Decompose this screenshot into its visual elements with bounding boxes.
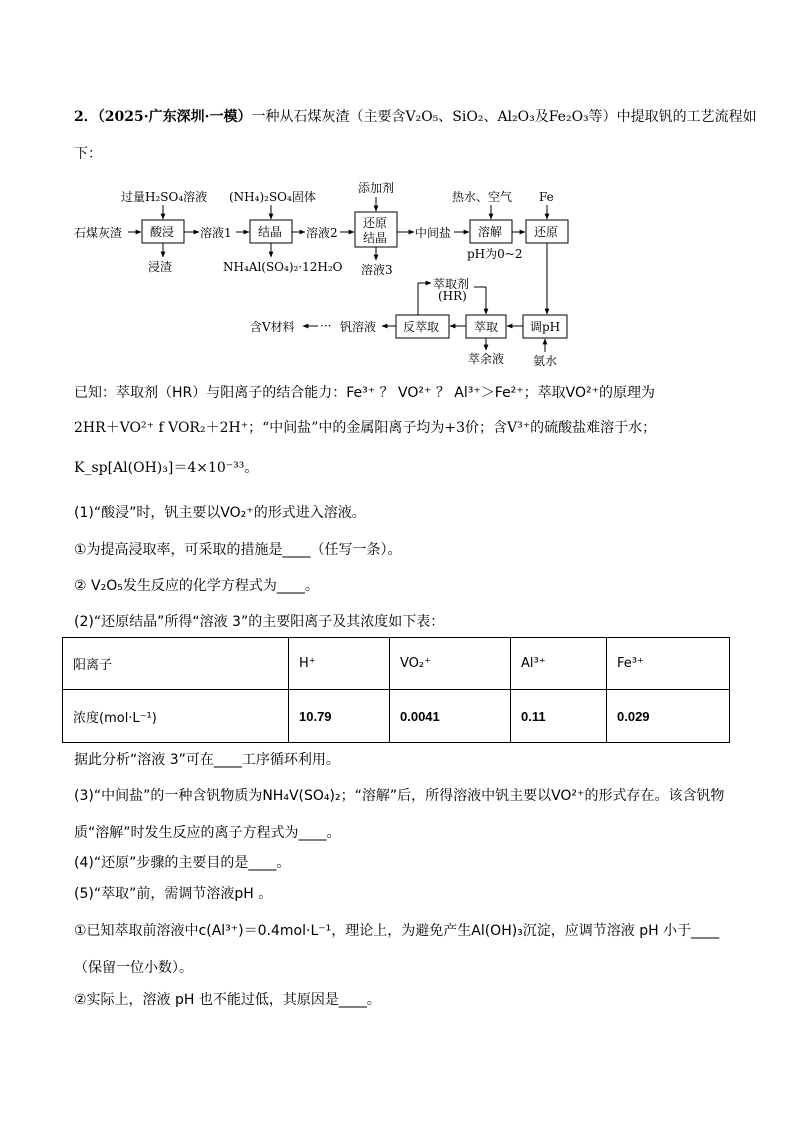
flow-solution2: 溶液2 (306, 226, 338, 240)
flow-cryst-reagent: (NH₄)₂SO₄固体 (229, 190, 316, 204)
flow-extract: 萃取 (474, 320, 499, 334)
table-cell: 0.029 (607, 690, 730, 743)
flow-extractant-line2: (HR) (438, 289, 467, 303)
flow-dissolve-ph: pH为0~2 (467, 247, 523, 261)
part4-line: (4)“还原”步骤的主要目的是____。 (74, 855, 291, 871)
table-header-cell: Fe³⁺ (607, 638, 730, 690)
part1-q1: ①为提高浸取率，可采取的措施是____（任写一条）。 (74, 542, 402, 558)
table-header-cell: 阳离子 (63, 638, 289, 690)
flow-intermediate-salt: 中间盐 (415, 226, 452, 240)
flow-cryst-byproduct: NH₄Al(SO₄)₂·12H₂O (223, 260, 343, 274)
part5-q1: ①已知萃取前溶液中c(Al³⁺)＝0.4mol·L⁻¹，理论上，为避免产生Al(OH)₃沉淀，应调节溶液 pH 小于____ (74, 923, 720, 939)
part5-q1-note: （保留一位小数）。 (74, 960, 193, 976)
flow-fe: Fe (539, 190, 554, 204)
flow-v-material: 含V材料 (250, 320, 295, 334)
flow-feed: 石煤灰渣 (74, 226, 123, 240)
flow-reduce-cryst-line1: 还原 (363, 216, 388, 230)
part3-line2: 质“溶解”时发生反应的离子方程式为____。 (74, 825, 341, 841)
flow-acid-leach: 酸浸 (150, 225, 175, 239)
part5-title: (5)“萃取”前，需调节溶液pH 。 (74, 886, 273, 902)
known-line2: 2HR＋VO²⁺ f VOR₂＋2H⁺；“中间盐”中的金属阳离子均为+3价；含V³⁺的硫酸盐难溶于水； (74, 420, 657, 436)
table-cell: 10.79 (289, 690, 390, 743)
table-cell: 0.0041 (390, 690, 511, 743)
part2-title: (2)“还原结晶”所得“溶液 3”的主要阳离子及其浓度如下表： (74, 614, 445, 630)
ion-concentration-table (62, 637, 730, 743)
part3-line1: (3)“中间盐”的一种含钒物质为NH₄V(SO₄)₂；“溶解”后，所得溶液中钒主要以VO²⁺的形式存在。该含钒物 (74, 788, 725, 804)
flow-reduce-cryst-line2: 结晶 (363, 231, 388, 245)
flow-extractant-line1: 萃取剂 (433, 277, 470, 291)
table-header-row (63, 638, 730, 690)
part2-after: 据此分析“溶液 3”可在____工序循环利用。 (74, 752, 340, 768)
flow-acid-reagent: 过量H₂SO₄溶液 (121, 190, 208, 204)
flow-leach-residue: 浸渣 (148, 260, 173, 274)
question-stem-line2: 下： (74, 146, 102, 162)
question-stem-text: 一种从石煤灰渣（主要含V₂O₅、SiO₂、Al₂O₃及Fe₂O₃等）中提取钒的工艺流程如 (251, 109, 757, 125)
flow-additive: 添加剂 (358, 181, 395, 195)
question-number: 2． (74, 109, 98, 125)
flow-dots: ··· (320, 319, 332, 333)
flow-vanadium-solution: 钒溶液 (340, 320, 377, 334)
flow-dissolve: 溶解 (478, 225, 503, 239)
question-source: （2025·广东深圳·一模） (97, 109, 252, 125)
table-header-cell: VO₂⁺ (390, 638, 511, 690)
table-cell: 浓度(mol·L⁻¹) (63, 690, 289, 743)
flow-reduce: 还原 (534, 225, 559, 239)
table-header-cell: H⁺ (289, 638, 390, 690)
flow-solution1: 溶液1 (200, 226, 232, 240)
flow-solution3: 溶液3 (361, 263, 393, 277)
flow-adjust-ph: 调pH (530, 320, 561, 334)
part1-title: (1)“酸浸”时，钒主要以VO₂⁺的形式进入溶液。 (74, 505, 366, 521)
table-header-cell: Al³⁺ (511, 638, 607, 690)
flow-back-extract: 反萃取 (403, 320, 440, 334)
table-row (63, 690, 730, 743)
part5-q2: ②实际上，溶液 pH 也不能过低，其原因是____。 (74, 992, 381, 1008)
flow-raffinate: 萃余液 (468, 352, 505, 366)
flow-crystallize: 结晶 (258, 225, 283, 239)
part1-q2: ② V₂O₅发生反应的化学方程式为____。 (74, 578, 319, 594)
flow-dissolve-reagent: 热水、空气 (452, 190, 513, 204)
flow-ammonia: 氨水 (533, 354, 558, 368)
known-line1: 已知：萃取剂（HR）与阳离子的结合能力：Fe³⁺ ？ VO²⁺ ？ Al³⁺＞Fe²⁺；萃取VO²⁺的原理为 (74, 385, 656, 401)
table-cell: 0.11 (511, 690, 607, 743)
known-line3: K_sp[Al(OH)₃]＝4×10⁻³³。 (74, 460, 259, 476)
